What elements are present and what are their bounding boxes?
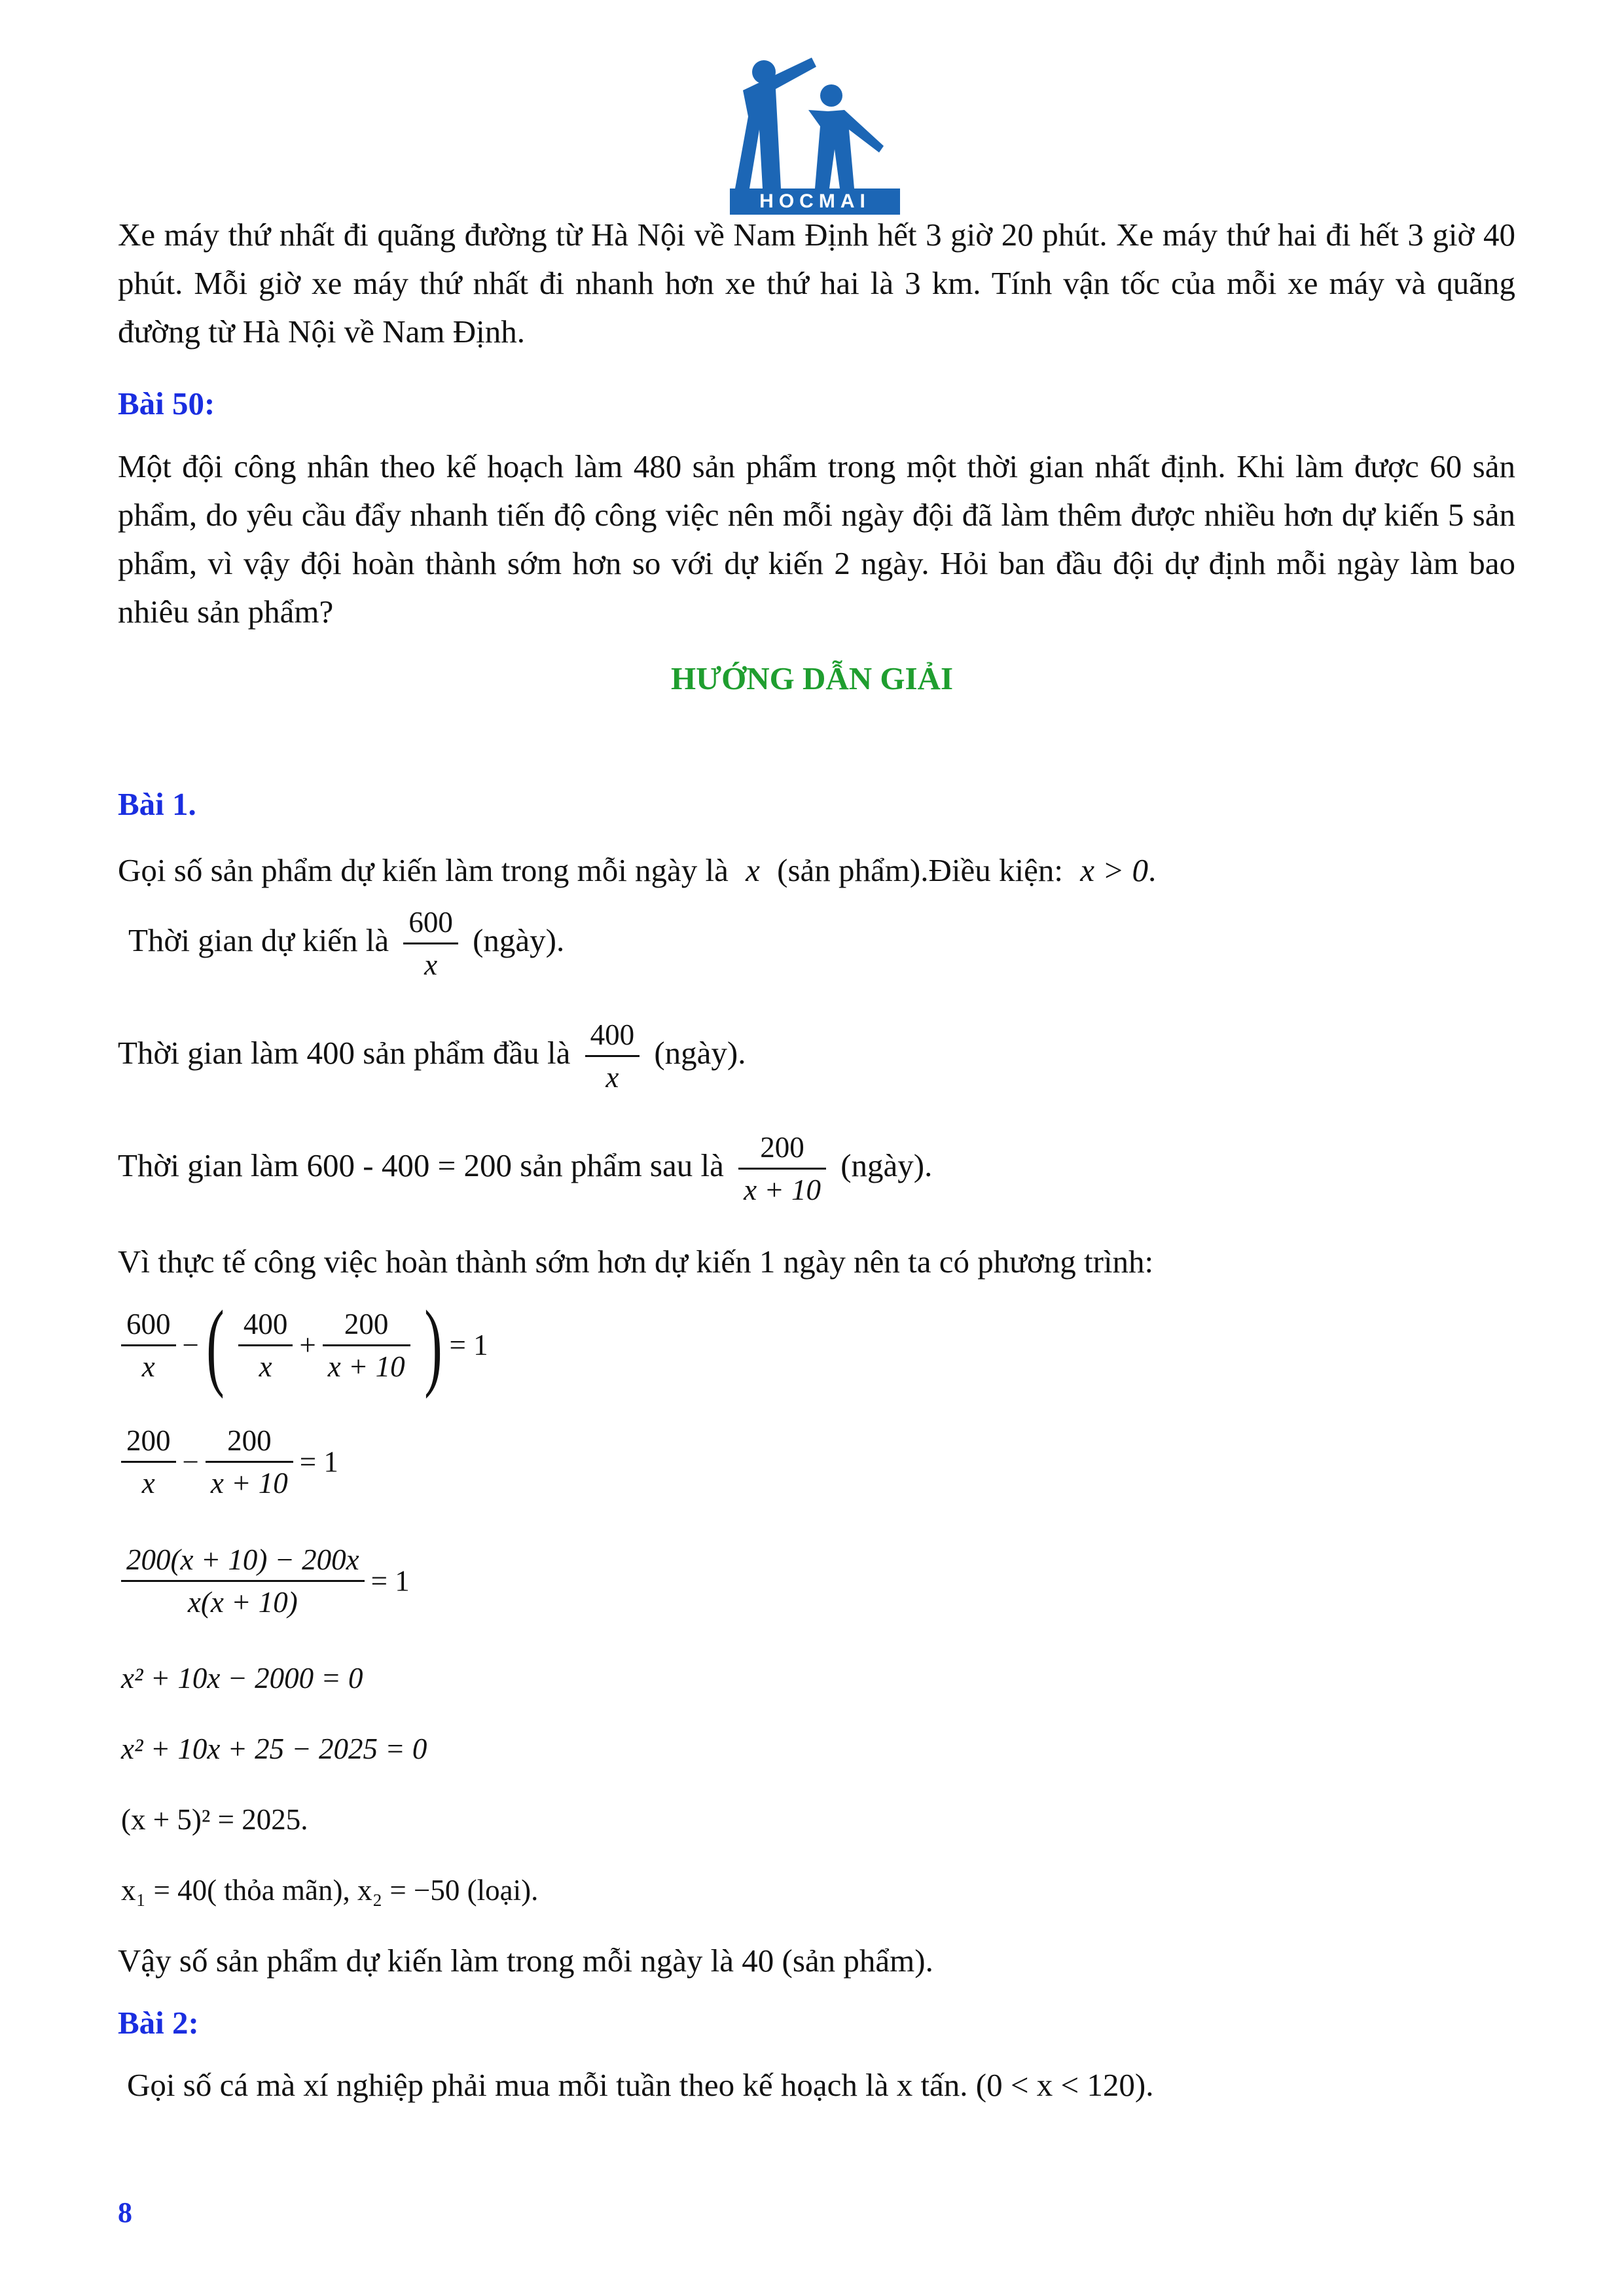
bai1-line3-text-b: (ngày). [654,1034,746,1071]
bai1-conclusion: Vậy số sản phẩm dự kiến làm trong mỗi ngày là 40 (sản phẩm). [118,1943,933,1979]
bai1-line1-text-b: (sản phẩm).Điều kiện: [777,852,1063,888]
equation-rhs: = 1 [299,1445,338,1479]
minus-sign: − [182,1329,199,1361]
denominator: x [424,948,438,981]
bai1-line4-text-a: Thời gian làm 600 - 400 = 200 sản phẩm sau là [118,1147,724,1183]
bai50-title: Bài 50: [118,386,215,422]
bai1-line1-text-a: Gọi số sản phẩm dự kiến làm trong mỗi ngày là [118,852,729,888]
denominator: x [141,1350,155,1383]
numerator: 600 [403,902,458,944]
solution-heading: HƯỚNG DẪN GIẢI [670,660,954,696]
fraction [585,1014,640,1098]
bai1-line1-condition: x > 0 [1080,852,1149,888]
numerator: 200 [738,1127,826,1170]
bai1-title: Bài 1. [118,786,196,822]
bai1-line5: Vì thực tế công việc hoàn thành sớm hơn dự kiến 1 ngày nên ta có phương trình: [118,1244,1154,1280]
numerator: 400 [238,1304,293,1346]
brand-name: HOCMAI [759,190,871,212]
denominator: x [605,1061,619,1094]
equation-4: x² + 10x − 2000 = 0 [121,1662,363,1695]
equation-rhs: = 1 [449,1329,488,1361]
fraction [206,1420,293,1503]
intro-paragraph: Xe máy thứ nhất đi quãng đường từ Hà Nội về Nam Định hết 3 giờ 20 phút. Xe máy thứ hai đi hết 3 giờ 40 phút. Mỗi giờ xe máy thứ nhất đi nhanh hơn xe thứ hai là 3 km. Tính vận tốc của mỗi xe máy và quãng đường từ Hà Nội về Nam Định. [118,217,1515,350]
fraction [121,1304,176,1387]
bai2-line1: Gọi số cá mà xí nghiệp phải mua mỗi tuần theo kế hoạch là x tấn. (0 < x < 120). [127,2067,1154,2103]
bai1-line1-period: . [1148,852,1157,888]
numerator: 600 [121,1304,176,1346]
bai1-line1 [118,851,1156,890]
page-number: 8 [118,2197,132,2229]
bai1-line3-text-a: Thời gian làm 400 sản phẩm đầu là [118,1034,571,1071]
bai1-line3 [118,1014,746,1098]
bai50-paragraph: Một đội công nhân theo kế hoạch làm 480 sản phẩm trong một thời gian nhất định. Khi làm được 60 sản phẩm, do yêu cầu đẩy nhanh tiến độ công việc nên mỗi ngày đội đã làm thêm được nhiều hơn dự kiến 5 sản phẩm, vì vậy đội hoàn thành sớm hơn so với dự kiến 2 ngày. Hỏi ban đầu đội dự định mỗi ngày làm bao nhiêu sản phẩm? [118,448,1515,630]
bai1-line1-var: x [746,852,760,888]
left-paren: ( [206,1291,225,1399]
denominator: x(x + 10) [187,1586,298,1619]
equation-5: x² + 10x + 25 − 2025 = 0 [121,1732,427,1765]
bai1-line2-text-a: Thời gian dự kiến là [128,922,389,958]
equation-rhs: = 1 [370,1564,410,1598]
denominator: x [259,1350,272,1383]
fraction [738,1127,826,1210]
denominator: x [141,1467,155,1499]
numerator: 200 [121,1420,176,1463]
numerator: 200(x + 10) − 200x [121,1539,365,1582]
plus-sign: + [299,1329,316,1361]
denominator: x + 10 [210,1467,288,1499]
bai1-line4 [118,1127,932,1210]
equation-3 [121,1539,410,1623]
fraction [238,1304,293,1387]
right-paren: ) [424,1291,442,1399]
equation-2 [121,1420,338,1503]
equation-1 [121,1291,488,1399]
minus-sign: − [182,1445,199,1479]
equation-7: x₁ = 40( thỏa mãn), x₂ = −50 (loại). [121,1874,539,1907]
equation-6: (x + 5)² = 2025. [121,1803,308,1836]
bai1-line2 [128,902,564,985]
hocmai-logo [730,58,900,215]
bai2-title: Bài 2: [118,2005,199,2041]
fraction [121,1539,365,1623]
numerator: 200 [323,1304,410,1346]
numerator: 200 [206,1420,293,1463]
fraction [121,1420,176,1503]
fraction [403,902,458,985]
denominator: x + 10 [327,1350,405,1383]
bai1-line2-text-b: (ngày). [473,922,565,958]
fraction [323,1304,410,1387]
denominator: x + 10 [744,1174,821,1206]
numerator: 400 [585,1014,640,1057]
bai1-line4-text-b: (ngày). [840,1147,933,1183]
